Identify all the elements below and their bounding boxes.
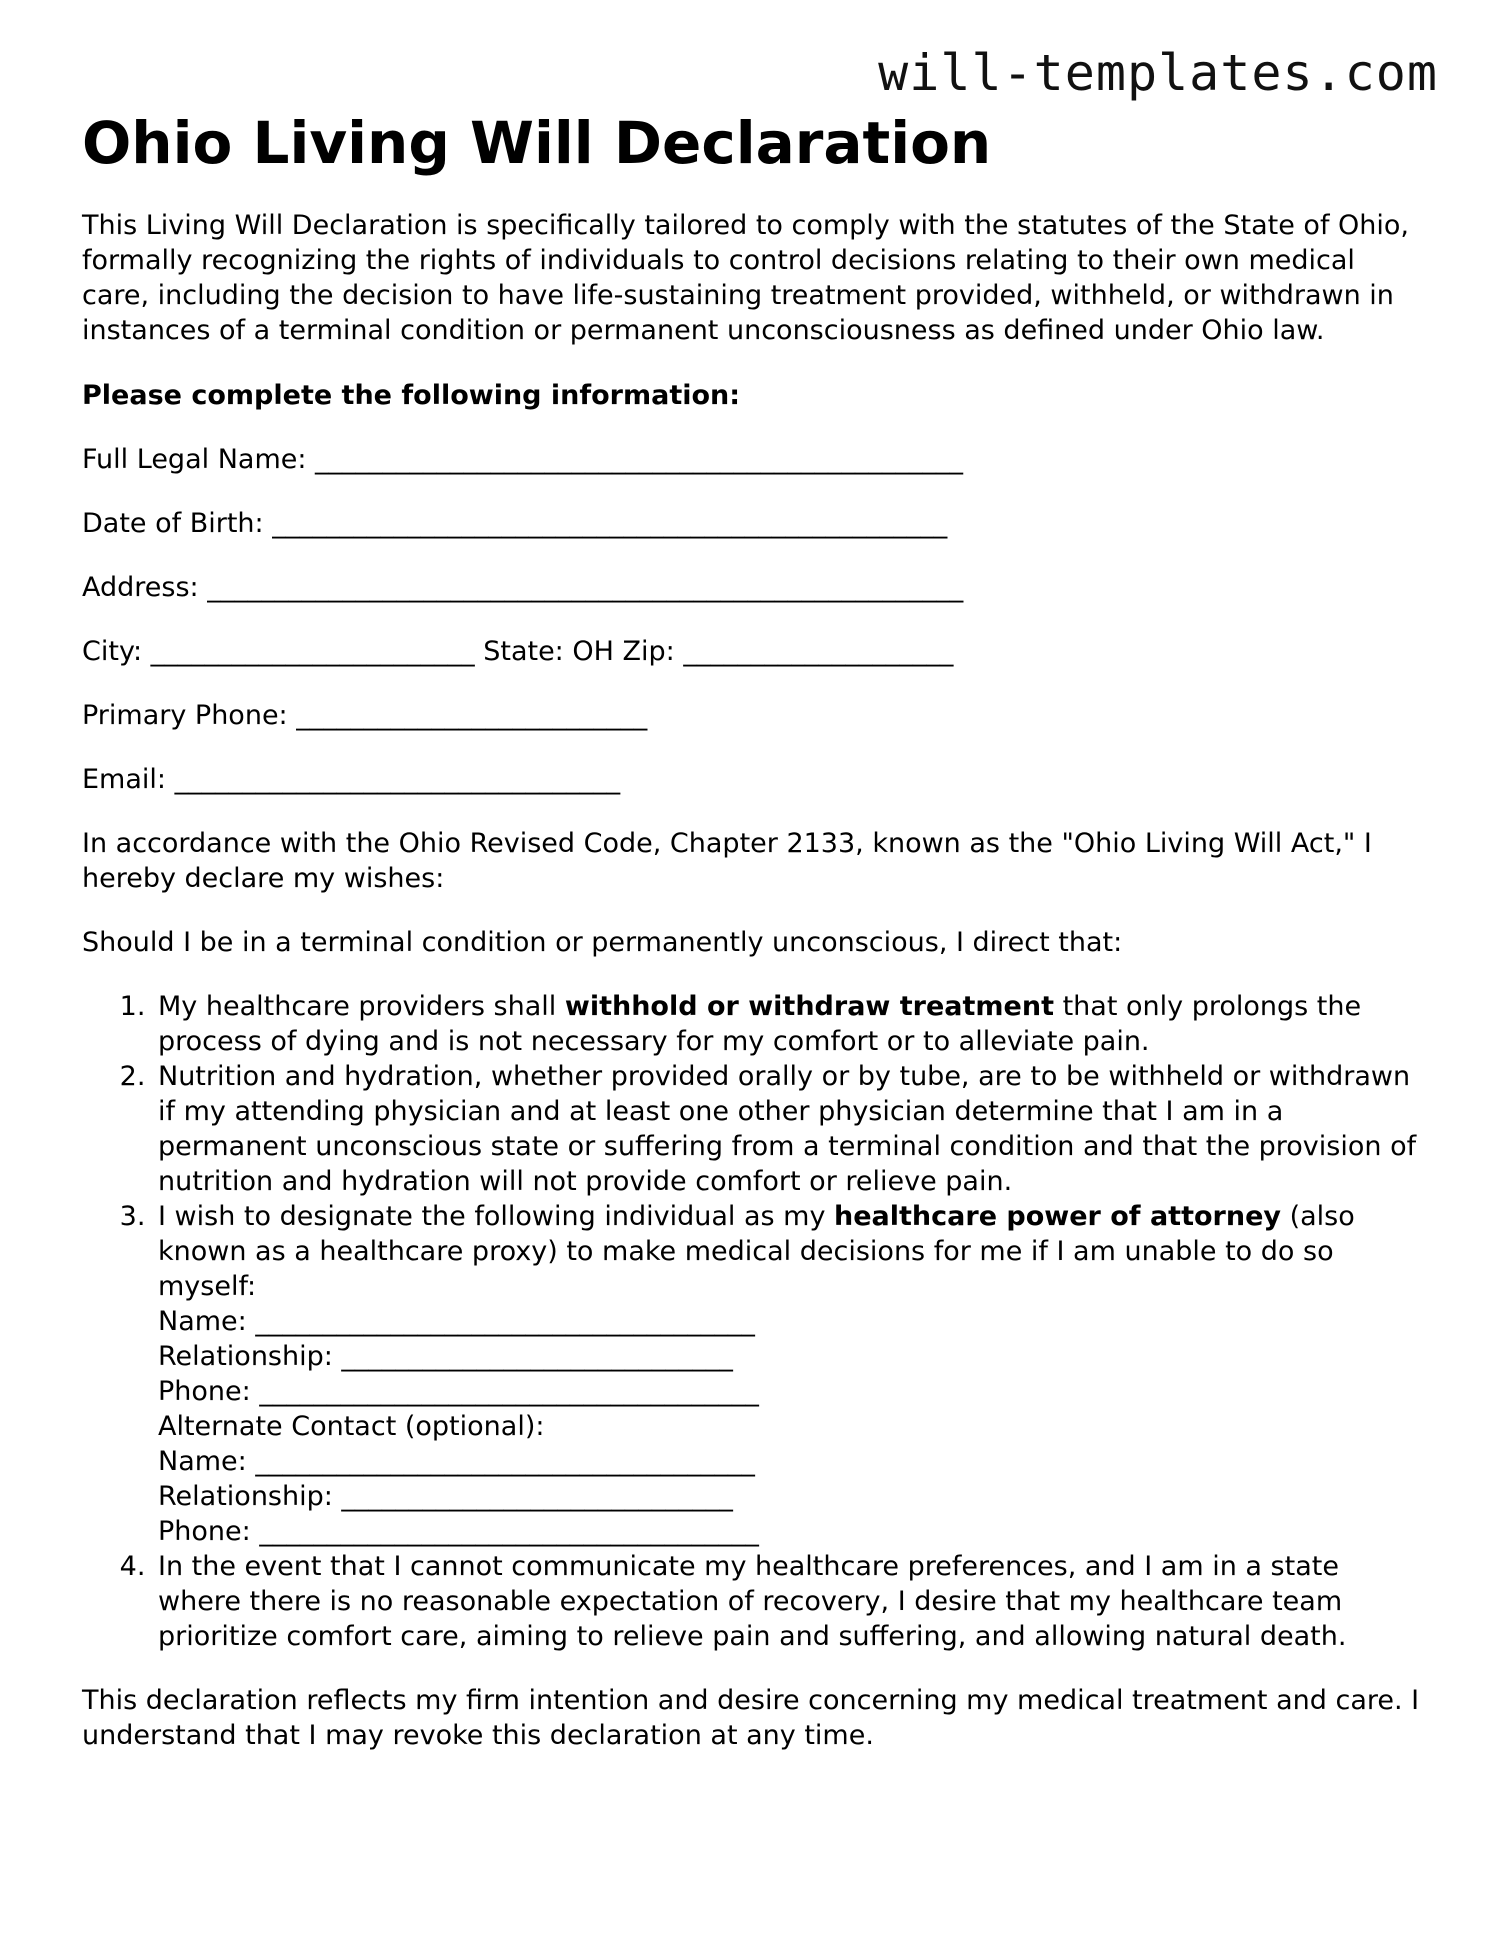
item3-text-end: (also known as a healthcare proxy) to make medical decisions for me if I am unable to do so myself:: [158, 1201, 1355, 1302]
list-item: [154, 1199, 1422, 1549]
list-item: [154, 1549, 1422, 1654]
proxy-name-field[interactable]: Name: _____________________________________: [158, 1306, 755, 1337]
proxy-phone-field[interactable]: Phone: _____________________________________: [158, 1376, 759, 1407]
email-field[interactable]: Email: _________________________________: [82, 764, 621, 795]
item1-text-end: that only prolongs the process of dying and is not necessary for my comfort or to alleviate pain.: [158, 991, 1362, 1057]
alternate-relationship-field[interactable]: Relationship: _____________________________: [158, 1481, 733, 1512]
list-item: [154, 1059, 1422, 1199]
alternate-name-field[interactable]: Name: _____________________________________: [158, 1446, 755, 1477]
list-item: [154, 989, 1422, 1059]
page-title: Ohio Living Will Declaration: [82, 109, 992, 177]
primary-phone-field[interactable]: Primary Phone: __________________________: [82, 700, 648, 731]
full-name-field[interactable]: Full Legal Name: ________________________________________________: [82, 444, 964, 475]
date-of-birth-field[interactable]: Date of Birth: __________________________________________________: [82, 508, 948, 539]
intro-paragraph: This Living Will Declaration is specifically tailored to comply with the statutes of the State of Ohio, formally recognizing the rights of individuals to control decisions relating to their own medical care, including the decision to have life-sustaining treatment provided, withheld, or withdrawn in instances of a terminal condition or permanent unconsciousness as defined under Ohio law.: [82, 210, 1409, 346]
proxy-relationship-field[interactable]: Relationship: _____________________________: [158, 1341, 733, 1372]
directives-list: [82, 989, 1422, 1654]
watermark: will-templates.com: [878, 44, 1438, 102]
closing-paragraph: This declaration reflects my firm intention and desire concerning my medical treatment and care. I understand that I may revoke this declaration at any time.: [82, 1685, 1420, 1751]
direct-statement: Should I be in a terminal condition or permanently unconscious, I direct that:: [82, 927, 1123, 958]
item3-text: I wish to designate the following individual as my: [158, 1201, 835, 1232]
act-statement: In accordance with the Ohio Revised Code, Chapter 2133, known as the "Ohio Living Will Act," I hereby declare my wishes:: [82, 828, 1372, 894]
alternate-phone-field[interactable]: Phone: _____________________________________: [158, 1516, 759, 1547]
city-state-zip-field[interactable]: City: ________________________ State: OH Zip: ____________________: [82, 636, 954, 667]
item2-text: Nutrition and hydration, whether provided orally or by tube, are to be withheld or withdrawn if my attending physician and at least one other physician determine that I am in a permanent unconscious state or suffering from a terminal condition and that the provision of nutrition and hydration will not provide comfort or relieve pain.: [158, 1061, 1417, 1197]
item4-text: In the event that I cannot communicate my healthcare preferences, and I am in a state where there is no reasonable expectation of recovery, I desire that my healthcare team prioritize comfort care, aiming to relieve pain and suffering, and allowing natural death.: [158, 1551, 1347, 1652]
alternate-contact-label: Alternate Contact (optional):: [158, 1411, 545, 1442]
item3-bold: healthcare power of attorney: [834, 1201, 1281, 1232]
item1-bold: withhold or withdraw treatment: [564, 991, 1054, 1022]
address-field[interactable]: Address: ________________________________________________________: [82, 572, 964, 603]
document-body: [82, 104, 1422, 1753]
form-heading: Please complete the following information:: [82, 380, 741, 411]
item1-text: My healthcare providers shall: [158, 991, 565, 1022]
